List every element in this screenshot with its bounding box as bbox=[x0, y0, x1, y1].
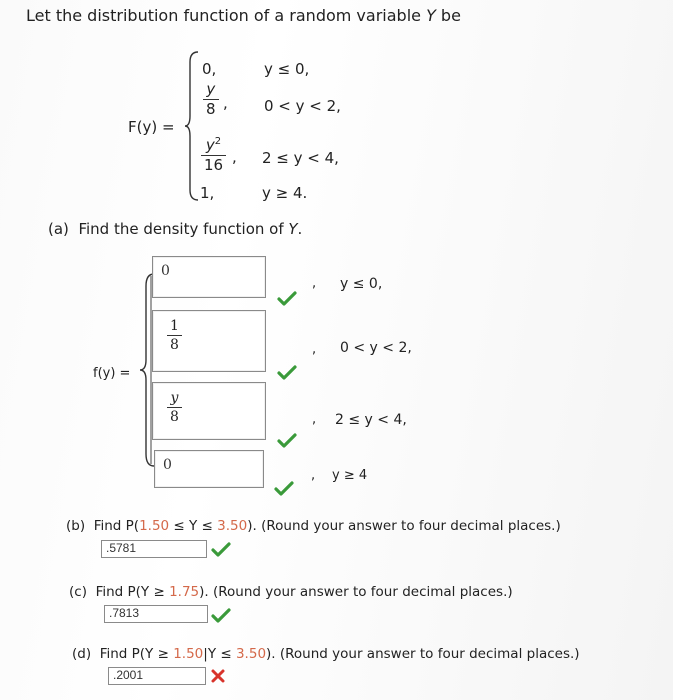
cdf-case-0-condition: y ≤ 0, bbox=[264, 60, 310, 78]
density-answer-box-3[interactable] bbox=[152, 382, 266, 440]
density-row-4-condition: y ≥ 4 bbox=[332, 468, 368, 483]
density-answer-box-4[interactable] bbox=[154, 450, 264, 488]
cdf-lhs: F(y) = bbox=[128, 118, 175, 136]
density-answer-3-fraction: y 8 bbox=[167, 391, 182, 424]
density-row-1-comma: , bbox=[312, 276, 317, 291]
cross-mark-icon bbox=[208, 668, 228, 684]
check-mark-icon bbox=[211, 607, 231, 623]
pdf-lhs: f(y) = bbox=[93, 366, 131, 381]
density-row-3-condition: 2 ≤ y < 4, bbox=[335, 412, 407, 428]
cdf-case-1-fraction: y 8 bbox=[203, 82, 219, 117]
problem-statement: Let the distribution function of a random variable Y be bbox=[26, 6, 461, 25]
part-b-answer-input[interactable]: .5781 bbox=[101, 540, 207, 558]
density-answer-2-fraction: 1 8 bbox=[167, 319, 182, 352]
density-row-4-comma: , bbox=[311, 468, 316, 483]
density-row-2-condition: 0 < y < 2, bbox=[340, 340, 412, 356]
cdf-case-3-condition: y ≥ 4. bbox=[262, 184, 308, 202]
density-answer-4-value: 0 bbox=[163, 457, 172, 473]
cdf-case-2-condition: 2 ≤ y < 4, bbox=[262, 149, 339, 167]
cdf-case-1-comma: , bbox=[223, 94, 228, 112]
density-row-3-comma: , bbox=[312, 412, 317, 427]
cdf-case-2-comma: , bbox=[232, 148, 237, 166]
cdf-brace bbox=[184, 50, 200, 202]
density-row-2-comma: , bbox=[312, 342, 317, 357]
density-answer-box-1[interactable] bbox=[152, 256, 266, 298]
check-mark-icon bbox=[277, 432, 297, 448]
density-answer-box-2[interactable] bbox=[152, 310, 266, 372]
check-mark-icon bbox=[211, 541, 231, 557]
part-c-answer-input[interactable]: .7813 bbox=[104, 605, 208, 623]
cdf-case-1-condition: 0 < y < 2, bbox=[264, 97, 341, 115]
check-mark-icon bbox=[277, 290, 297, 306]
part-d-prompt: (d) Find P(Y ≥ 1.50|Y ≤ 3.50). (Round your answer to four decimal places.) bbox=[72, 646, 580, 662]
cdf-case-3-value: 1, bbox=[200, 184, 215, 202]
cdf-case-0-value: 0, bbox=[202, 60, 217, 78]
part-c-prompt: (c) Find P(Y ≥ 1.75). (Round your answer to four decimal places.) bbox=[69, 584, 513, 600]
part-d-answer-input[interactable]: .2001 bbox=[108, 667, 206, 685]
part-a-prompt: (a) Find the density function of Y. bbox=[48, 220, 303, 238]
cdf-case-2-fraction: $y^2$ 16 bbox=[201, 134, 226, 173]
density-row-1-condition: y ≤ 0, bbox=[340, 276, 383, 292]
check-mark-icon bbox=[277, 364, 297, 380]
check-mark-icon bbox=[274, 480, 294, 496]
density-answer-1-value: 0 bbox=[161, 263, 170, 279]
part-b-prompt: (b) Find P(1.50 ≤ Y ≤ 3.50). (Round your answer to four decimal places.) bbox=[66, 518, 561, 534]
